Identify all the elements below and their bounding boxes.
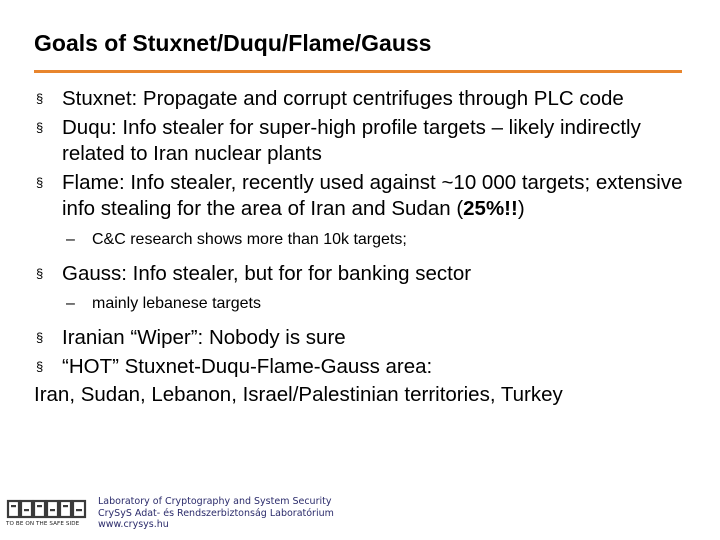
- subbullet-cc-research: [30, 229, 690, 251]
- bullet-text: Iranian “Wiper”: Nobody is sure: [62, 326, 346, 349]
- lab-name-en: Laboratory of Cryptography and System Security: [98, 496, 332, 507]
- bullet-text-end: ): [517, 197, 525, 220]
- bullet-emphasis: 25%!!: [463, 197, 518, 220]
- bullet-text: Duqu: Info stealer for super-high profile targets – likely indirectly related to Iran nuclear plants: [62, 115, 641, 165]
- bullet-text: “HOT” Stuxnet-Duqu-Flame-Gauss area:: [62, 354, 433, 378]
- country-list: Iran, Sudan, Lebanon, Israel/Palestinian territories, Turkey: [34, 383, 563, 406]
- bullet-marker: §: [36, 91, 44, 106]
- bullet-marker: §: [36, 119, 44, 135]
- bullet-stuxnet: [30, 86, 690, 113]
- lab-info: [98, 496, 334, 531]
- bullet-marker: §: [36, 265, 44, 281]
- bullet-hot-area: [30, 354, 690, 381]
- bullet-text: Flame: Info stealer, recently used against ~10 000 targets; extensive info stealing for the area of Iran and Sudan (: [62, 170, 683, 220]
- subbullet-text: C&C research shows more than 10k targets;: [92, 230, 407, 248]
- subbullet-lebanese: [30, 293, 690, 315]
- bullet-duqu: [30, 115, 690, 168]
- bullet-marker: §: [36, 330, 44, 345]
- slide-body: [30, 86, 690, 409]
- bullet-wiper: [30, 325, 690, 352]
- bullet-text: Gauss: Info stealer, but for for banking sector: [62, 261, 472, 285]
- lab-url[interactable]: www.crysys.hu: [98, 519, 169, 530]
- sub-marker: –: [66, 230, 75, 248]
- lab-name-hu: CrySyS Adat- és Rendszerbiztonság Laboratórium: [98, 507, 334, 519]
- crysys-logo: [6, 498, 88, 528]
- slide-title: Goals of Stuxnet/Duqu/Flame/Gauss: [34, 30, 432, 56]
- title-underline: [34, 70, 682, 73]
- logo-tagline: TO BE ON THE SAFE SIDE: [6, 521, 80, 527]
- sub-marker: –: [66, 295, 75, 312]
- footer: [6, 492, 336, 532]
- crysys-logo-mark: [6, 498, 88, 520]
- bullet-gauss: [30, 261, 690, 288]
- subbullet-text: mainly lebanese targets: [92, 295, 261, 312]
- bullet-marker: §: [36, 358, 44, 374]
- bullet-marker: §: [36, 174, 44, 190]
- bullet-text: Stuxnet: Propagate and corrupt centrifuges through PLC code: [62, 87, 624, 110]
- bullet-flame: [30, 170, 690, 223]
